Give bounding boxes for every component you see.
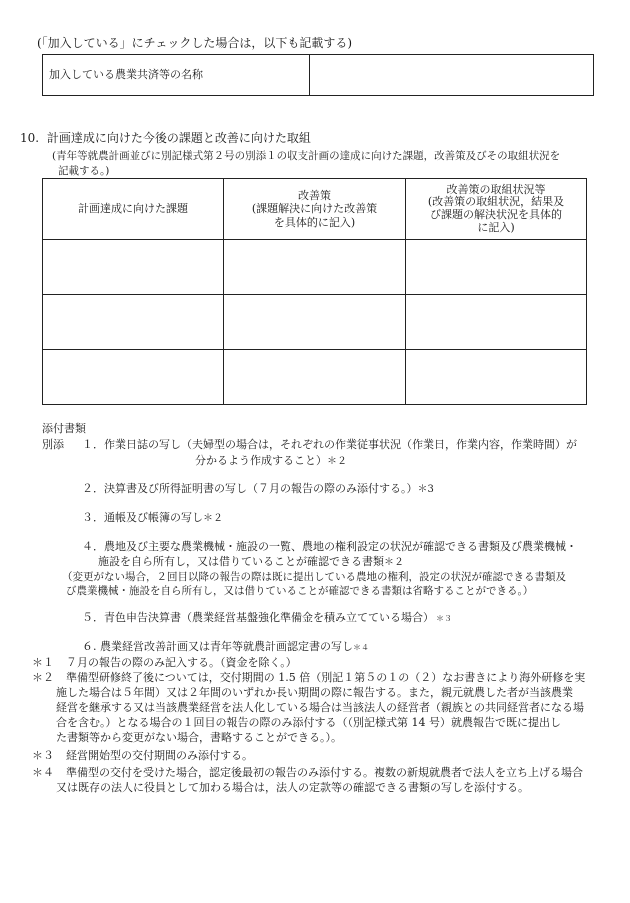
- header-issues: [43, 179, 224, 240]
- measure-cell[interactable]: [224, 295, 406, 350]
- measure-cell[interactable]: [224, 240, 406, 295]
- footnote-3-text: 経営開始型の交付期間のみ添付する。: [66, 749, 253, 762]
- header-status: [406, 179, 587, 240]
- footnote-2-l5: た書類等から変更がない場合，書略することができる。）。: [56, 731, 342, 744]
- status-cell[interactable]: [406, 240, 587, 295]
- section-note-line2: 記載する。): [58, 165, 110, 177]
- attachment-item-6-mark: ＊４: [353, 643, 369, 652]
- mutual-aid-value-field[interactable]: [310, 55, 594, 96]
- footnote-4-l1: 準備型の交付を受けた場合，認定後最初の報告のみ添付する。複数の新規就農者で法人を立ち上げる場合: [66, 766, 583, 779]
- footnote-1-text: ７月の報告の際のみ記入する。（資金を除く。）: [66, 656, 297, 669]
- attachment-item-6: ６. 農業経営改善計画又は青年等就農計画認定書の写し: [82, 640, 353, 653]
- issue-cell[interactable]: [43, 295, 224, 350]
- table-row: [43, 350, 587, 405]
- table-row: [43, 240, 587, 295]
- header-measures-l1: 改善策: [298, 189, 331, 203]
- issues-table-header: [43, 179, 587, 240]
- footnote-4-l2: 又は既存の法人に役員として加わる場合は，法人の定款等の確認できる書類の写しを添付する。: [56, 781, 529, 794]
- footnote-2-mark: ＊２: [32, 671, 54, 684]
- header-note: (「加入している」にチェックした場合は，以下も記載する): [37, 36, 353, 50]
- section-title: 計画達成に向けた今後の課題と改善に向けた取組: [46, 131, 311, 145]
- table-row: [43, 295, 587, 350]
- issue-cell[interactable]: [43, 240, 224, 295]
- attachment-item-1-l2-wrap: [195, 454, 347, 468]
- attachment-item-4-l2: 施設を自ら所有し，又は借りていることが確認できる書類: [98, 555, 384, 568]
- attachment-item-4-note-l2: び農業機械・施設を自ら所有し，又は借りていることが確認できる書類は省略することができる。）: [66, 585, 534, 597]
- attachments-heading: 添付書類: [42, 422, 86, 435]
- header-measures-l2: (課題解決に向けた改善策: [251, 202, 378, 216]
- mutual-aid-table: [42, 54, 594, 96]
- attachment-item-2-mark: ＊3: [417, 484, 434, 495]
- footnote-2-l4: 合を含む。）となる場合の１回目の報告の際のみ添付する（（別記様式第 14 号）就農報告で既に提出し: [56, 716, 561, 729]
- header-status-l3: び課題の解決状況を具体的: [430, 208, 562, 221]
- attachment-item-5: ５．青色申告決算書（農業経営基盤強化準備金を積み立てている場合）: [82, 611, 434, 624]
- attachment-item-1-l2: 分かるよう作成すること）: [195, 454, 327, 467]
- attachments-prefix: 別添: [42, 438, 64, 451]
- attachment-item-2-wrap: [82, 482, 434, 496]
- footnote-1-mark: ＊１: [32, 656, 54, 669]
- status-cell[interactable]: [406, 295, 587, 350]
- attachment-item-6-wrap: [82, 640, 369, 654]
- section-note-line1: (青年等就農計画並びに別記様式第２号の別添１の収支計画の達成に向けた課題，改善策及びその取組状況を: [52, 150, 561, 162]
- footnote-3-mark: ＊３: [32, 749, 54, 762]
- header-status-l2: (改善策の取組状況，結果及: [427, 195, 565, 209]
- attachment-item-1-l1: １．作業日誌の写し（夫婦型の場合は，それぞれの作業従事状況（作業日，作業内容，作業時間）が: [82, 438, 577, 451]
- measure-cell[interactable]: [224, 350, 406, 405]
- header-issues-label: 計画達成に向けた課題: [78, 201, 188, 215]
- attachment-item-4-l1: ４．農地及び主要な農業機械・施設の一覧、農地の権利設定の状況が確認できる書類及び農業機械・: [82, 540, 577, 553]
- status-cell[interactable]: [406, 350, 587, 405]
- header-status-l4: に記入): [477, 220, 515, 234]
- header-measures-l3: を具体的に記入): [273, 215, 356, 229]
- attachment-item-5-mark: ＊３: [436, 614, 452, 623]
- attachment-item-5-wrap: [82, 611, 452, 625]
- header-measures: [224, 179, 406, 240]
- attachment-item-3: ３．通帳及び帳簿の写し: [82, 511, 203, 524]
- section-number: 10.: [20, 131, 40, 145]
- footnote-2-l2: 施した場合は５年間）又は２年間のいずれか長い期間の際に報告する。また，親元就農した者が当該農業: [56, 686, 573, 699]
- section-10-title: [20, 131, 311, 147]
- mutual-aid-label-cell: [43, 55, 310, 96]
- attachment-item-4-note-l1: （変更がない場合，２回目以降の報告の際は既に提出している農地の権利，設定の状況が確認できる書類及: [62, 571, 566, 583]
- attachment-item-2: ２．決算書及び所得証明書の写し（７月の報告の際のみ添付する。）: [82, 482, 418, 495]
- header-status-l1: 改善策の取組状況等: [446, 182, 546, 196]
- attachment-item-3-wrap: [82, 511, 223, 525]
- issue-cell[interactable]: [43, 350, 224, 405]
- footnote-4-mark: ＊４: [32, 766, 54, 779]
- issues-table: [42, 178, 587, 405]
- attachment-item-4-mark: ＊２: [384, 557, 404, 568]
- mutual-aid-label: 加入している農業共済等の名称: [49, 67, 203, 81]
- attachment-item-4-l2-wrap: [98, 555, 404, 569]
- footnote-2-l3: 経営を継承する又は当該農業経営を法人化している場合は当該法人の経営者（親族との共同経営者になる場: [56, 701, 584, 714]
- footnote-2-l1: 準備型研修終了後については，交付期間の 1.5 倍（別記１第５の１の（２）なお書きにより海外研修を実: [66, 671, 586, 684]
- attachment-item-1-mark: ＊２: [327, 456, 347, 467]
- attachment-item-3-mark: ＊２: [203, 513, 223, 524]
